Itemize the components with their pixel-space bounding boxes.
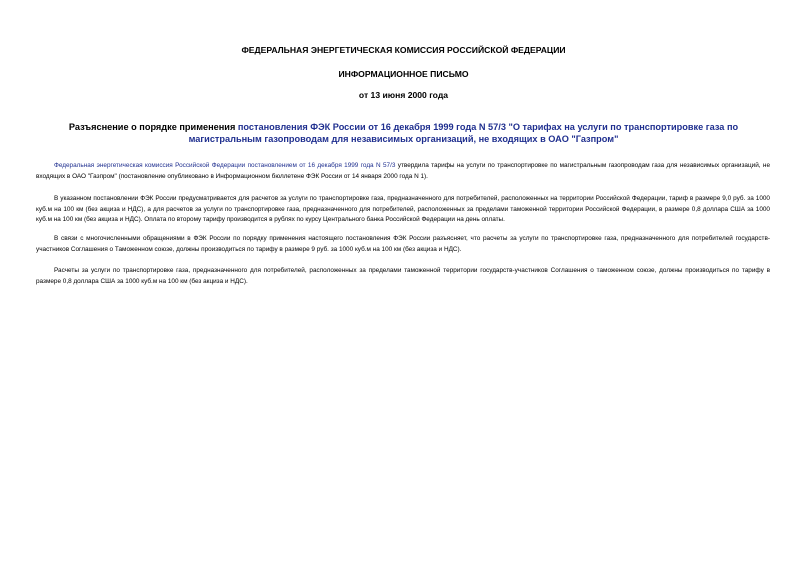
doc-type-heading: ИНФОРМАЦИОННОЕ ПИСЬМО [338,69,469,79]
paragraph-2: В указанном постановлении ФЭК России предусматривается для расчетов за услуги по транспортировке газа, предназначенного для потребителей, расположенных на территории Российской Федерации, тариф в размере 9,0 руб. за 1000 куб.м на 100 км (без акциза и НДС), а для расчетов за услуги по транспортировке газа, предназначенного для потребителей, расположенных за пределами таможенной территории Российской Федерации, в размере 0,8 доллара США за 1000 куб.м на 100 км (без акциза и НДС). Оплата по второму тарифу производится в рублях по курсу Центрального банка Российской Федерации на день оплаты. [36,195,770,223]
paragraph-1 [36,161,770,182]
document-subject [36,121,771,145]
paragraph-3: В связи с многочисленными обращениями в ФЭК России по порядку применения настоящего постановления ФЭК России разъясняет, что расчеты за услуги по транспортировке газа, предназначенного для потребителей государств-участников Соглашения о Таможенном союзе, должны производиться по тарифу в размере 9 руб. за 1000 куб.м на 100 км (без акциза и НДС). [36,235,770,253]
org-heading: ФЕДЕРАЛЬНАЯ ЭНЕРГЕТИЧЕСКАЯ КОМИССИЯ РОССИЙСКОЙ ФЕДЕРАЦИИ [241,45,566,55]
doc-date: от 13 июня 2000 года [358,90,449,100]
paragraph-1-link[interactable]: Федеральная энергетическая комиссия Российской Федерации постановлением от 16 декабря 1999 года N 57/3 [54,162,396,169]
subject-prefix: Разъяснение о порядке применения [68,122,238,132]
paragraph-4: Расчеты за услуги по транспортировке газа, предназначенного для потребителей, расположенных за пределами таможенной территории государств-участников Соглашения о таможенном союзе, должны производиться по тарифу в размере 0,8 доллара США за 1000 куб.м на 100 км (без акциза и НДС). [36,267,770,285]
subject-link[interactable]: постановления ФЭК России от 16 декабря 1999 года N 57/3 "О тарифах на услуги по транспортировке газа по магистральным газопроводам для независимых организаций, не входящих в ОАО "Газпром" [188,122,739,144]
paragraph-1-text: утвердила тарифы на услуги по транспортировке по магистральным газопроводам газа для независимых организаций, не входящих в ОАО "Газпром" (постановление опубликовано в Информационном бюллетене ФЭК России от 14 января 2000 года N 1). [36,162,770,180]
